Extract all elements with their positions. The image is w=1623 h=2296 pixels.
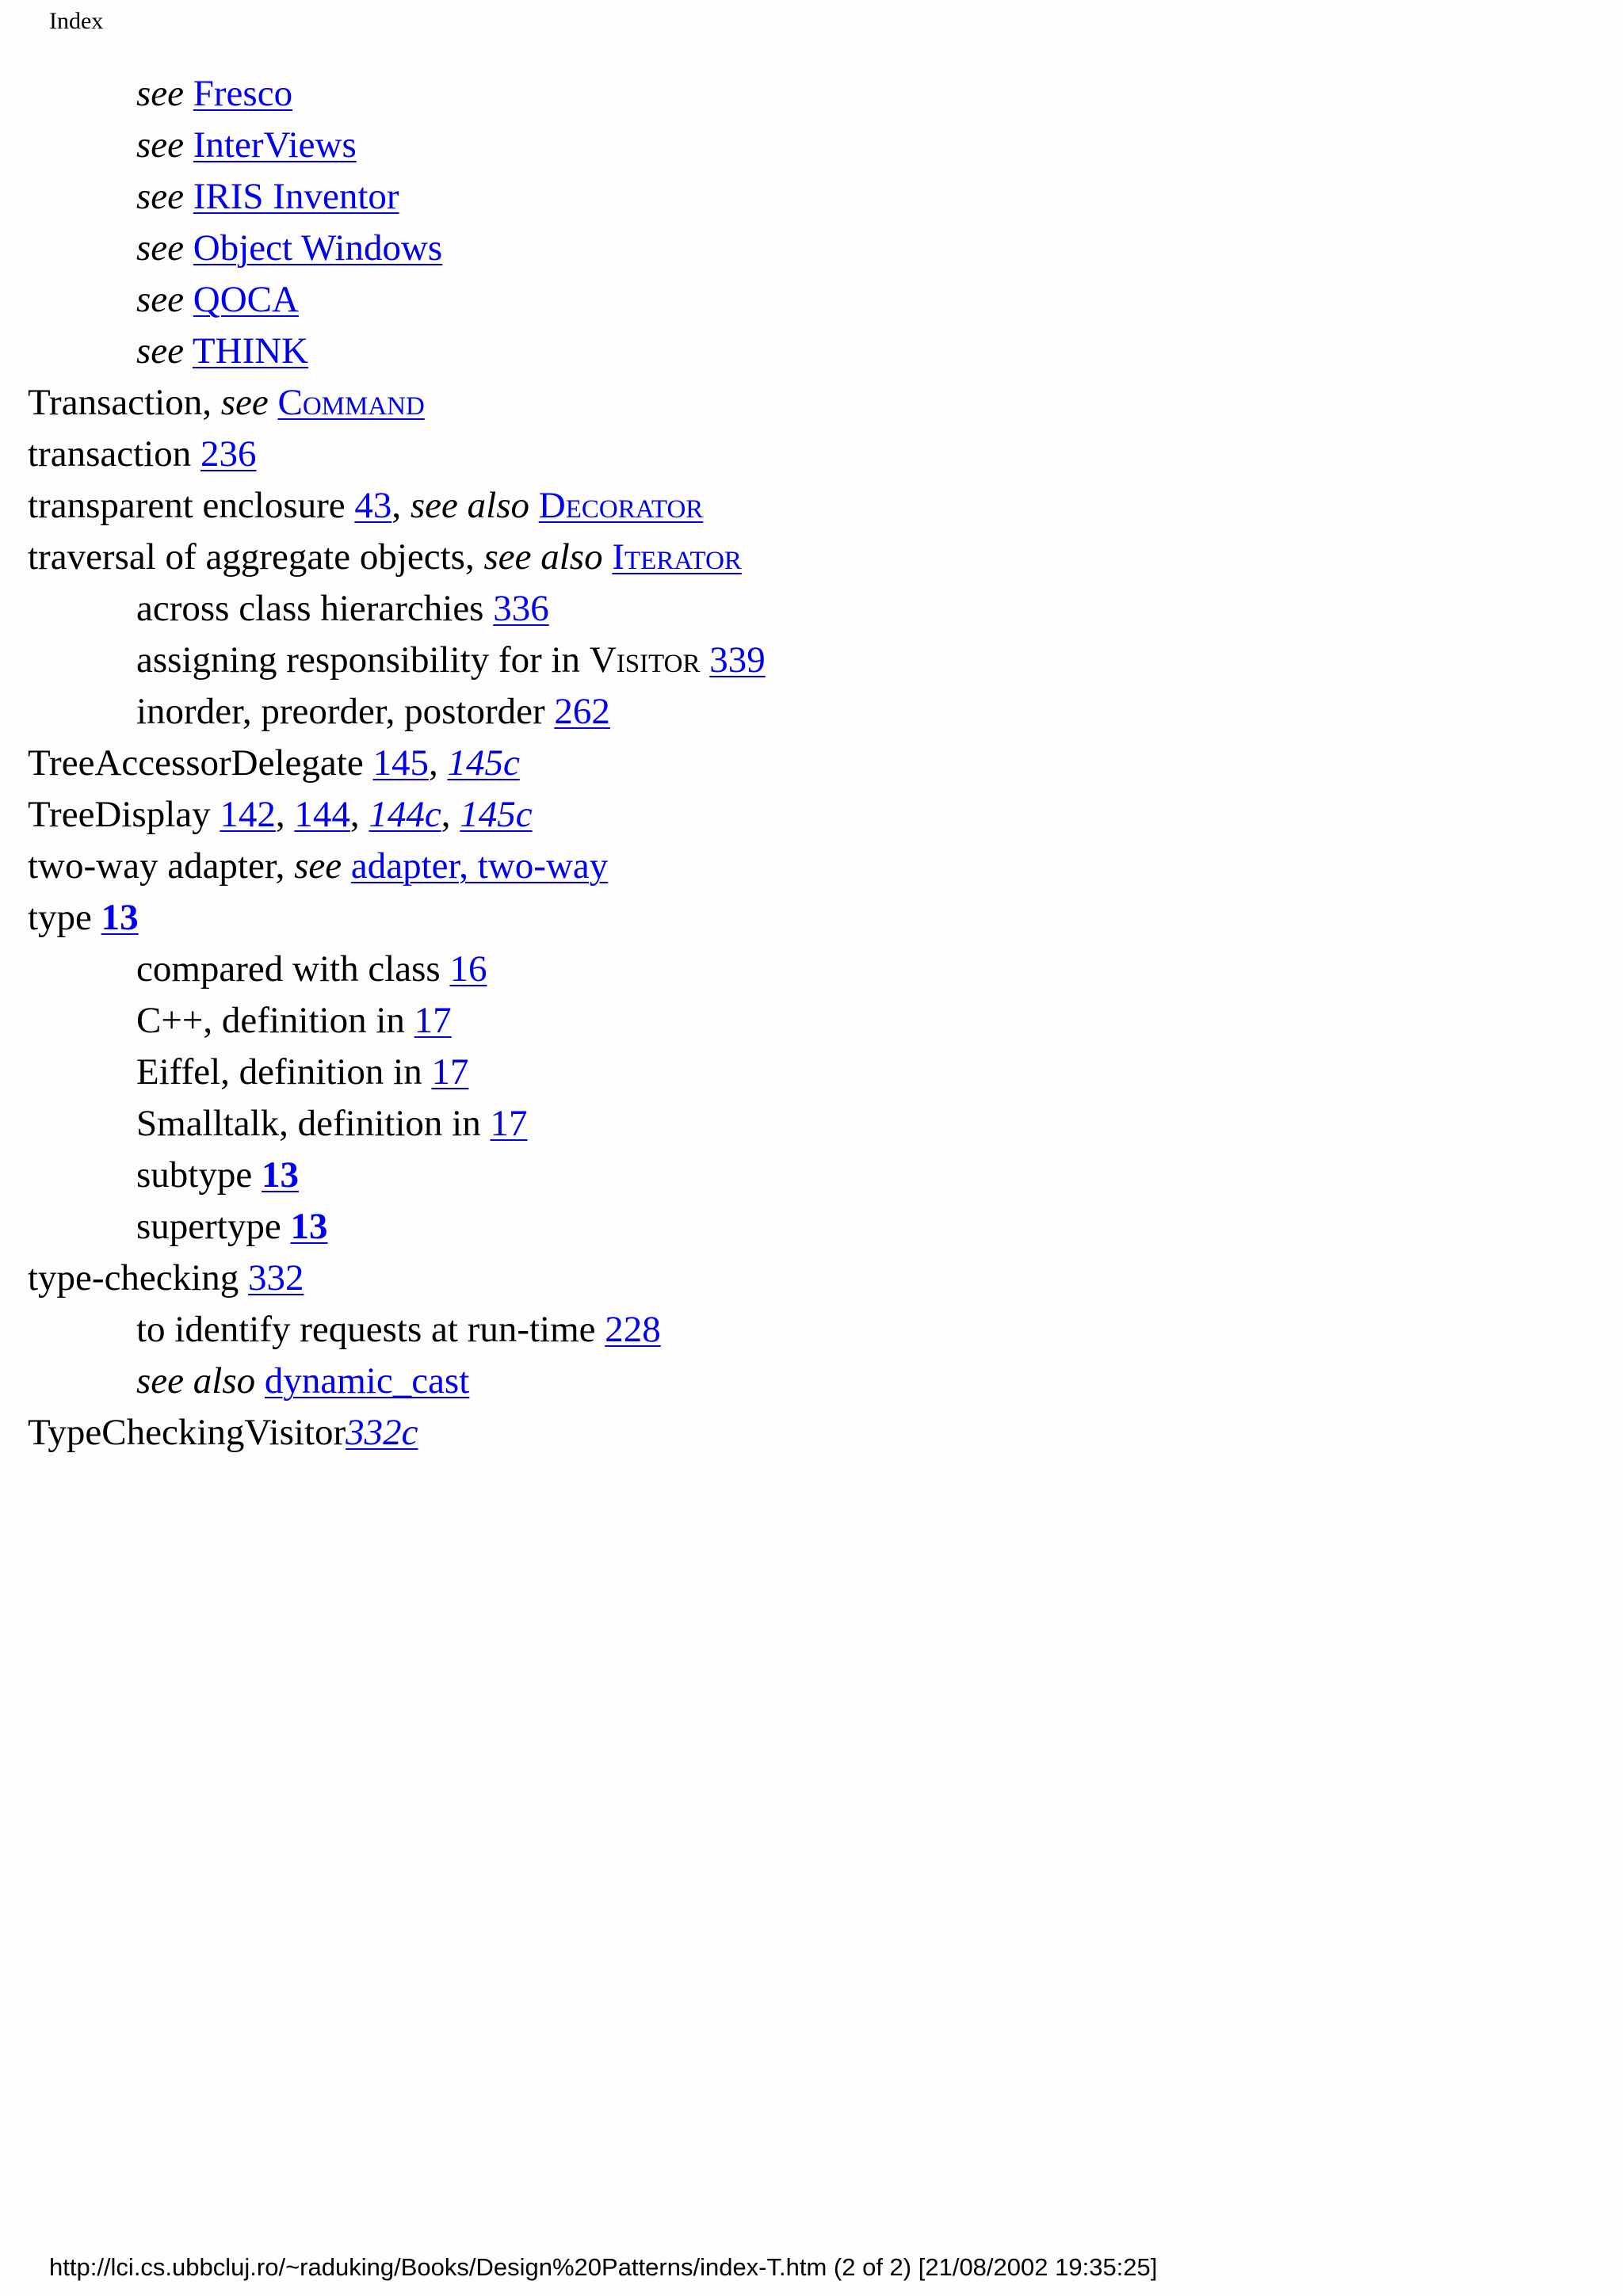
entry-term: compared with class [136, 948, 450, 990]
index-entry [28, 482, 703, 529]
footer-url: http://lci.cs.ubbcluj.ro/~raduking/Books/Design%20Patterns/index-T.htm (2 of 2) [21/08/2002 19:35:25] [49, 2253, 1158, 2281]
index-link[interactable]: dynamic_cast [264, 1360, 470, 1402]
entry-term: traversal of aggregate objects, [28, 536, 484, 578]
entry-term: TreeAccessorDelegate [28, 742, 373, 784]
index-entry [28, 533, 742, 581]
index-subentry [136, 70, 292, 117]
page-link[interactable]: 43 [354, 485, 392, 526]
pattern-link[interactable]: Iterator [612, 536, 742, 578]
entry-term: transaction [28, 433, 200, 475]
entry-term: across class hierarchies [136, 588, 494, 629]
index-subentry [136, 997, 452, 1044]
index-subentry [136, 585, 549, 632]
code-page-link[interactable]: 332c [346, 1412, 418, 1453]
index-subentry [136, 327, 308, 375]
index-subentry [136, 945, 487, 993]
see-label: see [136, 124, 185, 166]
see-label: see [294, 845, 342, 887]
page-link[interactable]: 336 [493, 588, 549, 629]
entry-term: assigning responsibility for in [136, 639, 590, 681]
page-link[interactable]: 339 [709, 639, 766, 681]
separator: , [441, 794, 460, 835]
page-link[interactable]: 228 [605, 1309, 661, 1350]
index-link[interactable]: InterViews [193, 124, 357, 166]
page-link[interactable]: 332 [247, 1257, 304, 1299]
page-link[interactable]: 17 [431, 1051, 469, 1093]
entry-term: two-way adapter, [28, 845, 295, 887]
entry-term: subtype [136, 1154, 262, 1196]
index-link[interactable]: Object Windows [193, 227, 443, 269]
page-link[interactable]: 262 [554, 691, 610, 732]
entry-term: supertype [136, 1206, 291, 1247]
index-entry [28, 1409, 418, 1456]
separator [701, 639, 710, 681]
definition-page-link[interactable]: 13 [101, 897, 139, 938]
index-entry [28, 894, 139, 941]
page-link[interactable]: 17 [414, 1000, 452, 1041]
index-subentry [136, 636, 766, 684]
index-link[interactable]: adapter, two-way [350, 845, 609, 887]
see-label: see [220, 382, 269, 423]
entry-term: TreeDisplay [28, 794, 220, 835]
index-subentry [136, 1048, 468, 1096]
page-link[interactable]: 142 [220, 794, 276, 835]
entry-term: Transaction, [28, 382, 221, 423]
entry-term: type-checking [28, 1257, 248, 1299]
index-entry [28, 739, 520, 787]
pattern-link[interactable]: Decorator [538, 485, 704, 526]
pattern-name: Visitor [589, 639, 701, 681]
separator: , [275, 794, 295, 835]
entry-term: type [28, 897, 101, 938]
index-subentry [136, 1151, 299, 1199]
index-subentry [136, 173, 399, 220]
entry-term: TypeCheckingVisitor [28, 1412, 346, 1453]
see-label: see [136, 330, 185, 372]
entry-term: Eiffel, definition in [136, 1051, 432, 1093]
index-entry [28, 791, 533, 838]
separator: , [428, 742, 448, 784]
see-label: see [136, 279, 185, 320]
index-subentry [136, 688, 610, 735]
index-entry [28, 1254, 304, 1302]
pattern-link[interactable]: Command [277, 382, 425, 423]
entry-term: C++, definition in [136, 1000, 414, 1041]
index-subentry [136, 276, 299, 323]
index-subentry [136, 1306, 661, 1353]
see-also-label: see also [483, 536, 603, 578]
page-link[interactable]: 16 [449, 948, 487, 990]
index-entry [28, 430, 256, 478]
separator: , [391, 485, 411, 526]
header-title: Index [49, 8, 104, 34]
see-label: see [136, 73, 185, 114]
code-page-link[interactable]: 145c [447, 742, 520, 784]
page-link[interactable]: 144 [294, 794, 350, 835]
index-entry [28, 379, 425, 426]
index-entry [28, 842, 608, 890]
see-also-label: see also [136, 1360, 256, 1402]
see-also-label: see also [410, 485, 529, 526]
index-subentry [136, 121, 357, 169]
index-link[interactable]: THINK [192, 330, 309, 372]
index-subentry [136, 224, 442, 272]
entry-term: inorder, preorder, postorder [136, 691, 555, 732]
see-label: see [136, 227, 185, 269]
page-link[interactable]: 145 [372, 742, 429, 784]
separator: , [349, 794, 369, 835]
entry-term: transparent enclosure [28, 485, 355, 526]
see-label: see [136, 176, 185, 217]
page-link[interactable]: 17 [490, 1103, 528, 1144]
definition-page-link[interactable]: 13 [261, 1154, 299, 1196]
code-page-link[interactable]: 144c [369, 794, 441, 835]
entry-term: Smalltalk, definition in [136, 1103, 491, 1144]
definition-page-link[interactable]: 13 [290, 1206, 328, 1247]
index-subentry [136, 1100, 527, 1147]
page-link[interactable]: 236 [200, 433, 257, 475]
index-link[interactable]: QOCA [193, 279, 299, 320]
entry-term: to identify requests at run-time [136, 1309, 605, 1350]
index-link[interactable]: Fresco [193, 73, 293, 114]
index-subentry [136, 1203, 327, 1250]
index-link[interactable]: IRIS Inventor [193, 176, 399, 217]
index-subentry [136, 1357, 469, 1405]
code-page-link[interactable]: 145c [460, 794, 533, 835]
